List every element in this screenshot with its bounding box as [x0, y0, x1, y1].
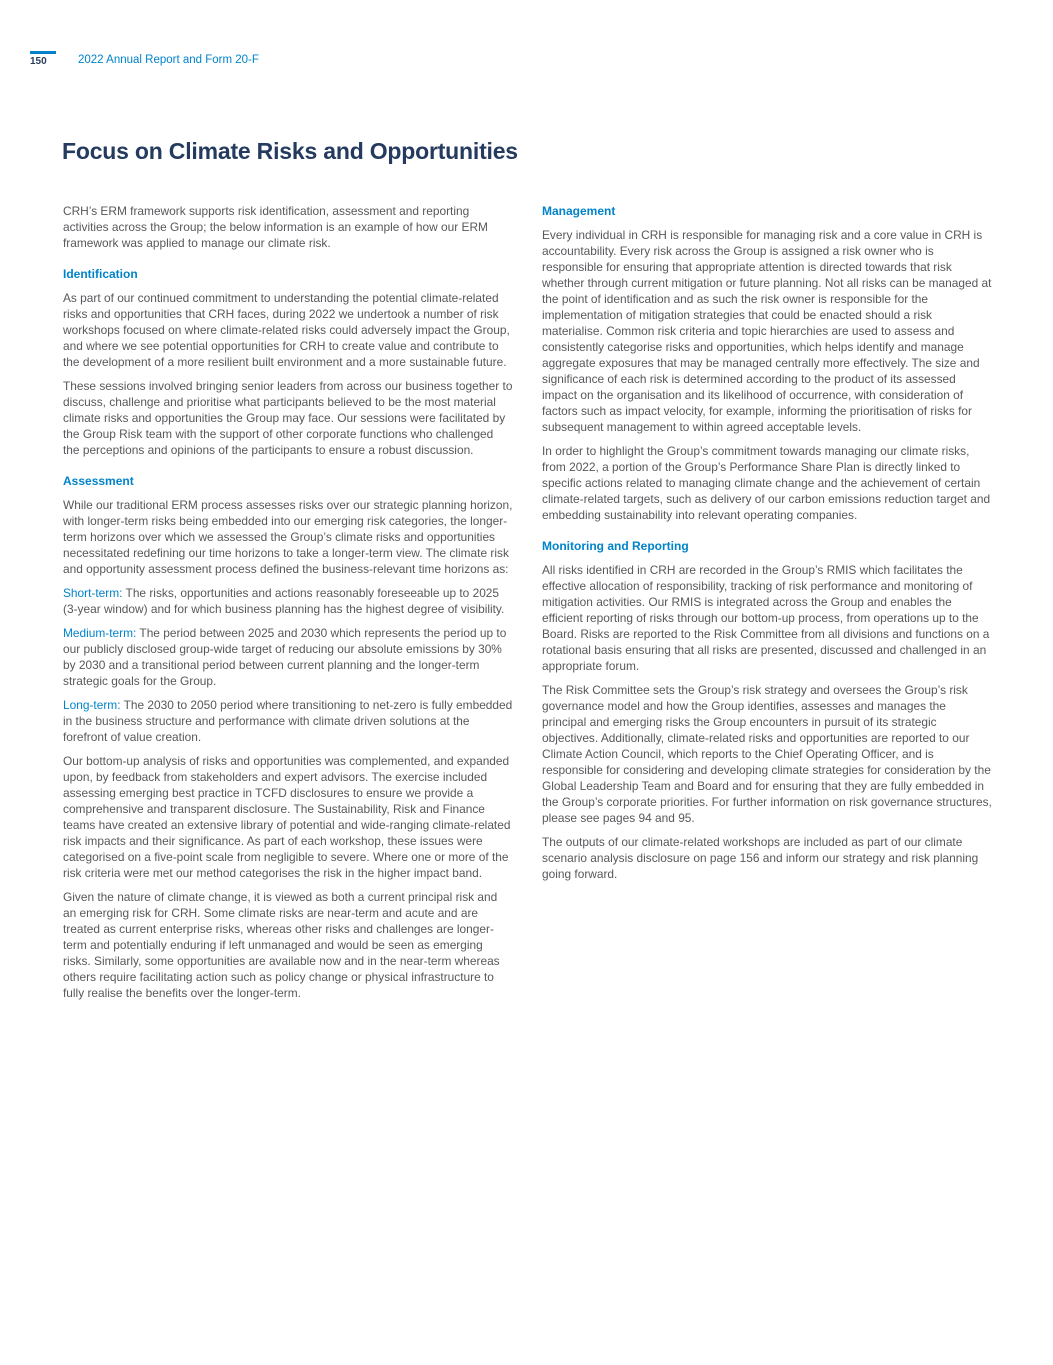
left-column: [63, 203, 513, 1009]
header-accent-bar: [30, 51, 56, 54]
section-heading-monitoring: Monitoring and Reporting: [542, 539, 689, 553]
section-heading-assessment: Assessment: [63, 474, 134, 488]
identification-paragraph-2: These sessions involved bringing senior leaders from across our business together to discuss, challenge and prioritise what participants believed to be the most material climate risks and opportunities the Group may face. Our sessions were facilitated by the Group Risk team with the support of other corporate functions who challenged the perceptions and opinions of the participants to ensure a robust discussion.: [63, 379, 513, 457]
term-paragraph-long-term: [63, 697, 513, 745]
page-title: Focus on Climate Risks and Opportunities: [62, 138, 518, 164]
management-paragraph-1: Every individual in CRH is responsible for managing risk and a core value in CRH is accountability. Every risk across the Group is assigned a risk owner who is responsible for ensuring that appropriate attention is directed towards that risk whether through current mitigation or future planning. Not all risks can be managed at the point of identification and as such the risk owner is responsible for the implementation of mitigation strategies that could be enacted should a risk materialise. Common risk criteria and topic hierarchies are used to assess and consistently categorise risks and opportunities, which helps identify and manage aggregate exposures that may be managed centrally more effectively. The size and significance of each risk is determined according to the product of its assessed impact on the organisation and its likelihood of occurrence, with consideration of factors such as impact velocity, for example, informing the prioritisation of risks for subsequent management to within agreed acceptable levels.: [542, 228, 992, 434]
term-paragraph-medium-term: [63, 625, 513, 689]
monitoring-paragraph-3: The outputs of our climate-related workshops are included as part of our climate scenario analysis disclosure on page 156 and inform our strategy and risk planning going forward.: [542, 835, 979, 881]
monitoring-paragraph-1: All risks identified in CRH are recorded in the Group’s RMIS which facilitates the effective allocation of responsibility, tracking of risk performance and monitoring of mitigation activities. Our RMIS is integrated across the Group and enables the efficient reporting of risks through our bottom-up process, from operations up to the Board. Risks are reported to the Risk Committee from all divisions and functions on a rotational basis ensuring that all risks are presented, discussed and challenged in an appropriate forum.: [542, 563, 990, 673]
term-label-short-term: Short-term:: [63, 586, 123, 600]
term-label-long-term: Long-term:: [63, 698, 121, 712]
identification-paragraph-1: As part of our continued commitment to understanding the potential climate-related risks and opportunities that CRH faces, during 2022 we undertook a number of risk workshops focused on where climate-related risks could adversely impact the Group, and where we see potential opportunities for CRH to create value and contribute to the development of a more resilient built environment and a more sustainable future.: [63, 291, 510, 369]
intro-paragraph: CRH’s ERM framework supports risk identification, assessment and reporting activities across the Group; the below information is an example of how our ERM framework was applied to manage our climate risk.: [63, 204, 488, 250]
right-column: [542, 203, 992, 1009]
page-number: 150: [30, 56, 47, 67]
assessment-paragraph-1: While our traditional ERM process assesses risks over our strategic planning horizon, with longer-term risks being embedded into our emerging risk categories, the longer-term horizons over which we assessed the Group’s climate risks and opportunities necessitated redefining our time horizons to take a longer-term view. The climate risk and opportunity assessment process defined the business-relevant time horizons as:: [63, 498, 513, 576]
management-paragraph-2: In order to highlight the Group’s commitment towards managing our climate risks, from 2022, a portion of the Group’s Performance Share Plan is directly linked to specific actions related to managing climate change and the achievement of certain climate-related targets, such as delivery of our carbon emissions reduction target and embedding sustainability into relevant operating companies.: [542, 444, 991, 522]
term-text-long-term: The 2030 to 2050 period where transitioning to net-zero is fully embedded in the business structure and performance with climate driven solutions at the forefront of value creation.: [63, 698, 513, 744]
term-label-medium-term: Medium-term:: [63, 626, 137, 640]
term-text-short-term: The risks, opportunities and actions reasonably foreseeable up to 2025 (3-year window) and for which business planning has the highest degree of visibility.: [63, 586, 505, 616]
content-columns: [63, 203, 992, 1009]
section-heading-identification: Identification: [63, 267, 138, 281]
section-heading-management: Management: [542, 204, 616, 218]
assessment-paragraph-2: Our bottom-up analysis of risks and opportunities was complemented, and expanded upon, by feedback from stakeholders and expert advisors. The exercise included assessing emerging best practice in TCFD disclosures to ensure we provide a comprehensive and transparent disclosure. The Sustainability, Risk and Finance teams have created an extensive library of potential and wide-ranging climate-related risk impacts and their significance. As part of each workshop, these issues were categorised on a five-point scale from negligible to severe. Where one or more of the risk criteria were met our method categorises the risk in the higher impact band.: [63, 754, 511, 880]
term-text-medium-term: The period between 2025 and 2030 which represents the period up to our publicly disclosed group-wide target of reducing our absolute emissions by 30% by 2030 and a transitional period between current planning and the longer-term strategic goals for the Group.: [63, 626, 507, 688]
report-title: 2022 Annual Report and Form 20-F: [78, 54, 259, 66]
term-paragraph-short-term: [63, 585, 513, 617]
monitoring-paragraph-2: The Risk Committee sets the Group’s risk strategy and oversees the Group’s risk governance model and how the Group identifies, assesses and manages the principal and emerging risks the Group encounters in pursuit of its strategic objectives. Additionally, climate-related risks and opportunities are reported to our Climate Action Council, which reports to the Chief Operating Officer, and is responsible for considering and developing climate strategies for consideration by the Global Leadership Team and Board and for ensuring that they are fully embedded in the Group’s corporate priorities. For further information on risk governance structures, please see pages 94 and 95.: [542, 683, 992, 825]
assessment-paragraph-3: Given the nature of climate change, it is viewed as both a current principal risk and an emerging risk for CRH. Some climate risks are near-term and acute and are treated as current enterprise risks, whereas other risks and challenges are longer-term and potentially enduring if left unmanaged and would be seen as emerging risks. Similarly, some opportunities are available now and in the near-term whereas others require facilitating action such as policy change or physical infrastructure to fully realise the benefits over the longer-term.: [63, 890, 500, 1000]
